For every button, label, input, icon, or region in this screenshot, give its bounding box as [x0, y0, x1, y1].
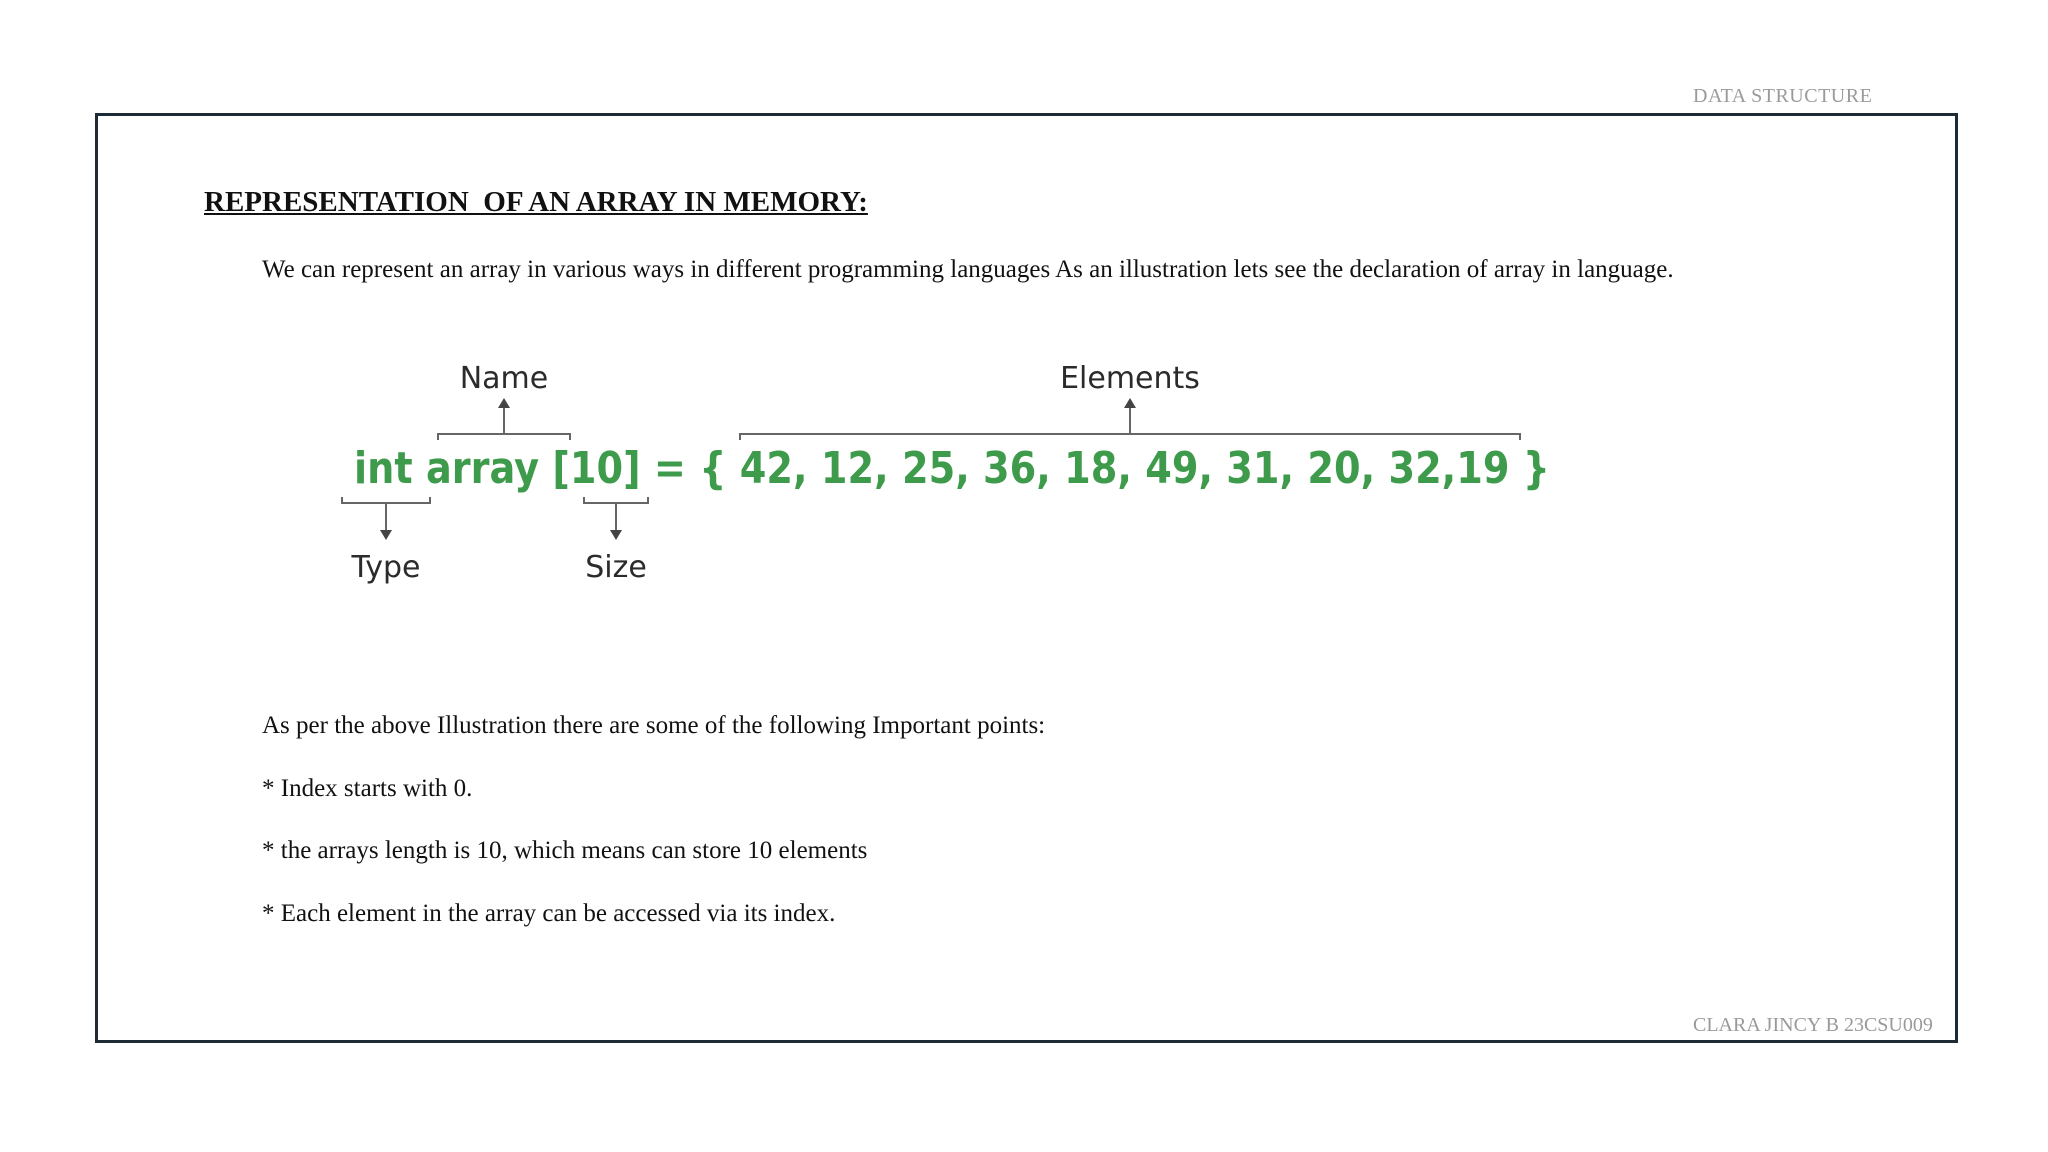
- size-arrow-icon: [610, 530, 622, 540]
- point-item: * Index starts with 0.: [262, 775, 473, 802]
- author-footer: CLARA JINCY B 23CSU009: [1693, 1014, 1933, 1036]
- intro-paragraph: We can represent an array in various ways in different programming languages As an illustration lets see the declaration of array in language.: [262, 256, 1674, 283]
- size-bracket: [584, 497, 648, 532]
- points-intro: As per the above Illustration there are some of the following Important points:: [262, 712, 1046, 739]
- elements-arrow-icon: [1124, 398, 1136, 408]
- slide-title: REPRESENTATION OF AN ARRAY IN MEMORY:: [204, 186, 868, 218]
- array-declaration-code: int array [10] = { 42, 12, 25, 36, 18, 49, 31, 20, 32,19 }: [354, 443, 1550, 494]
- type-label: Type: [351, 550, 421, 585]
- size-label: Size: [585, 550, 647, 585]
- course-header: DATA STRUCTURE: [1693, 85, 1873, 107]
- name-label: Name: [459, 361, 549, 396]
- type-arrow-icon: [380, 530, 392, 540]
- type-bracket: [342, 497, 430, 532]
- name-arrow-icon: [498, 398, 510, 408]
- elements-label: Elements: [1060, 361, 1200, 396]
- array-declaration-figure: [330, 350, 1590, 600]
- point-item: * the arrays length is 10, which means can store 10 elements: [262, 837, 868, 864]
- point-item: * Each element in the array can be accessed via its index.: [262, 900, 836, 927]
- array-diagram: [330, 350, 1590, 600]
- elements-bracket: [740, 405, 1520, 440]
- name-bracket: [438, 405, 570, 440]
